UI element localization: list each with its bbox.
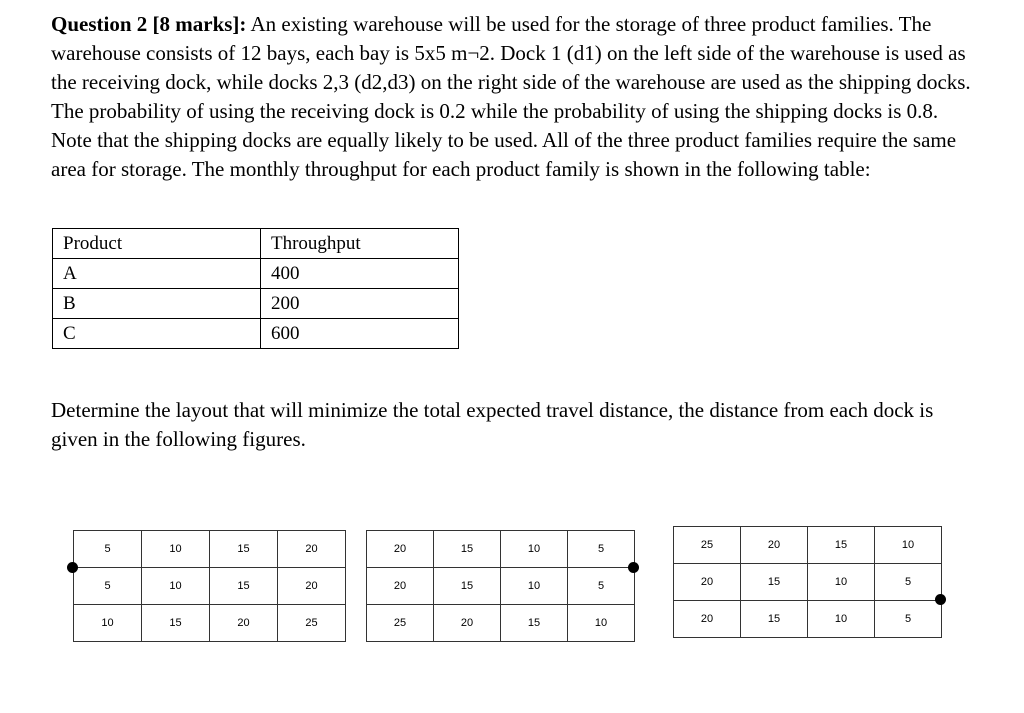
grid-cell: 10	[501, 531, 568, 568]
grid-cell: 5	[875, 601, 942, 638]
throughput-cell: 200	[261, 289, 459, 319]
grid-cell: 5	[875, 564, 942, 601]
grid-cell: 20	[674, 601, 741, 638]
instruction-paragraph: Determine the layout that will minimize the total expected travel distance, the distance from each dock is given in the following figures.	[51, 398, 934, 451]
grid-cell: 5	[568, 568, 635, 605]
question-heading: Question 2 [8 marks]:	[51, 12, 247, 36]
table-row	[53, 319, 459, 349]
question-text: An existing warehouse will be used for the storage of three product families. The warehouse consists of 12 bays, each bay is 5x5 m¬2. Dock 1 (d1) on the left side of the warehouse is used as the receiving dock, while docks 2,3 (d2,d3) on the right side of the warehouse are used as the shipping docks. The probability of using the receiving dock is 0.2 while the probability of using the shipping docks is 0.8. Note that the shipping docks are equally likely to be used. All of the three product families require the same area for storage. The monthly throughput for each product family is shown in the following table:	[51, 12, 971, 181]
grid-cell: 10	[808, 601, 875, 638]
grid-cell: 10	[808, 564, 875, 601]
grid-cell: 15	[142, 605, 210, 642]
throughput-cell: 400	[261, 259, 459, 289]
throughput-cell: 600	[261, 319, 459, 349]
grid-cell: 10	[568, 605, 635, 642]
product-cell: B	[53, 289, 261, 319]
table-row	[53, 289, 459, 319]
product-cell: A	[53, 259, 261, 289]
grid-cell: 25	[278, 605, 346, 642]
grid-cell: 5	[74, 568, 142, 605]
grid-cell: 20	[434, 605, 501, 642]
header-throughput: Throughput	[261, 229, 459, 259]
grid-cell: 10	[501, 568, 568, 605]
grid-row	[74, 568, 346, 605]
grid-cell: 15	[808, 527, 875, 564]
grid-cell: 15	[434, 531, 501, 568]
grid-cell: 15	[210, 531, 278, 568]
dock2-marker	[628, 562, 639, 573]
grid-cell: 20	[674, 564, 741, 601]
grid-cell: 10	[142, 531, 210, 568]
grid-cell: 15	[501, 605, 568, 642]
grid-cell: 20	[741, 527, 808, 564]
header-product: Product	[53, 229, 261, 259]
grid-row	[74, 605, 346, 642]
grid-cell: 5	[74, 531, 142, 568]
grid-cell: 20	[367, 531, 434, 568]
grid-cell: 20	[278, 568, 346, 605]
table-row	[53, 259, 459, 289]
grid-cell: 20	[210, 605, 278, 642]
grid-cell: 15	[741, 564, 808, 601]
grid-cell: 10	[142, 568, 210, 605]
dock1-distance-grid	[73, 530, 346, 642]
question-paragraph	[51, 10, 981, 184]
dock1-marker	[67, 562, 78, 573]
grid-row	[674, 564, 942, 601]
grid-cell: 20	[367, 568, 434, 605]
grid-row	[367, 568, 635, 605]
grid-row	[74, 531, 346, 568]
grid-cell: 25	[367, 605, 434, 642]
grid-cell: 10	[74, 605, 142, 642]
throughput-table	[52, 228, 459, 349]
grid-cell: 25	[674, 527, 741, 564]
table-header-row	[53, 229, 459, 259]
grid-cell: 15	[210, 568, 278, 605]
dock3-distance-grid	[673, 526, 942, 638]
grid-row	[674, 527, 942, 564]
grid-cell: 10	[875, 527, 942, 564]
dock3-marker	[935, 594, 946, 605]
grid-cell: 5	[568, 531, 635, 568]
grid-row	[674, 601, 942, 638]
dock2-distance-grid	[366, 530, 635, 642]
grid-row	[367, 531, 635, 568]
grid-cell: 20	[278, 531, 346, 568]
grid-cell: 15	[741, 601, 808, 638]
product-cell: C	[53, 319, 261, 349]
grid-cell: 15	[434, 568, 501, 605]
grid-row	[367, 605, 635, 642]
